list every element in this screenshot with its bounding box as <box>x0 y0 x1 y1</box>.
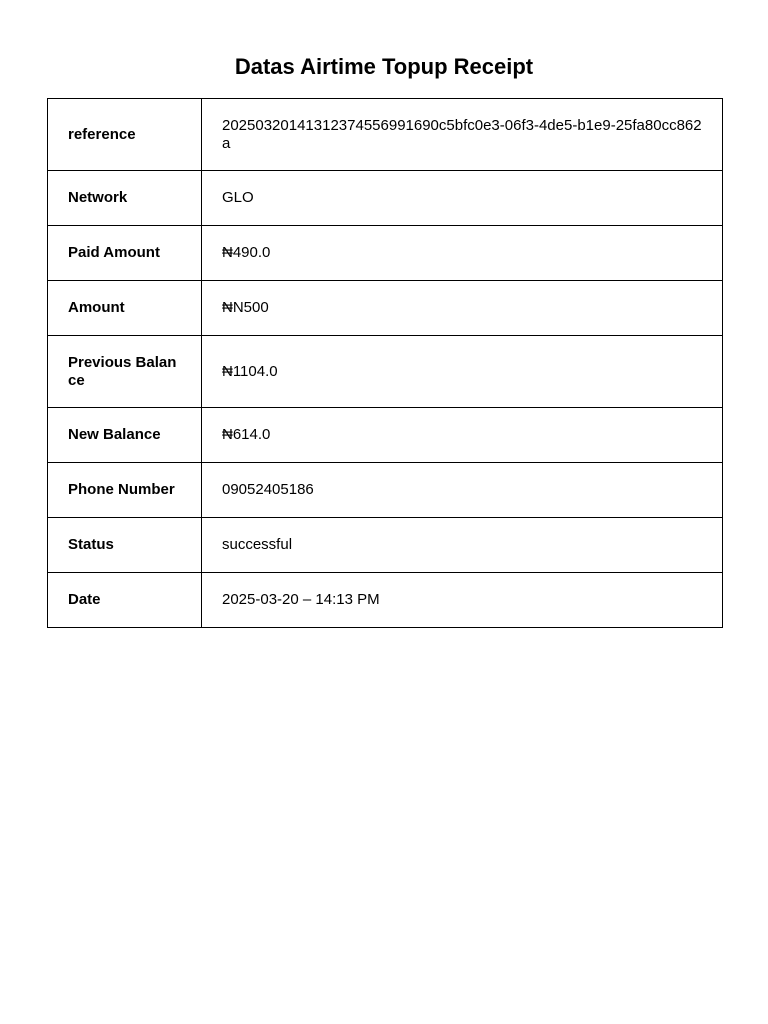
date-value: 2025-03-20 – 14:13 PM <box>202 573 723 628</box>
table-row-paid-amount <box>48 226 723 281</box>
table-row-new-balance <box>48 408 723 463</box>
network-label: Network <box>48 171 202 226</box>
new-balance-label: New Balance <box>48 408 202 463</box>
table-row-phone-number <box>48 463 723 518</box>
table-row-reference <box>48 99 723 171</box>
paid-amount-label: Paid Amount <box>48 226 202 281</box>
table-row-date <box>48 573 723 628</box>
table-row-previous-balance <box>48 336 723 408</box>
reference-label: reference <box>48 99 202 171</box>
amount-label: Amount <box>48 281 202 336</box>
amount-value: ₦N500 <box>202 281 723 336</box>
paid-amount-value: ₦490.0 <box>202 226 723 281</box>
table-row-status <box>48 518 723 573</box>
status-label: Status <box>48 518 202 573</box>
phone-number-value: 09052405186 <box>202 463 723 518</box>
receipt-table <box>47 98 723 628</box>
network-value: GLO <box>202 171 723 226</box>
status-value: successful <box>202 518 723 573</box>
table-row-network <box>48 171 723 226</box>
reference-value: 2025032014131237455699​1690c5bfc0e3-06f3-4de5-b1e9-25fa80cc862a <box>202 99 723 171</box>
phone-number-label: Phone Number <box>48 463 202 518</box>
date-label: Date <box>48 573 202 628</box>
new-balance-value: ₦614.0 <box>202 408 723 463</box>
previous-balance-value: ₦1104.0 <box>202 336 723 408</box>
previous-balance-label: Previous Balance <box>48 336 202 408</box>
receipt-title: Datas Airtime Topup Receipt <box>234 54 534 79</box>
table-row-amount <box>48 281 723 336</box>
